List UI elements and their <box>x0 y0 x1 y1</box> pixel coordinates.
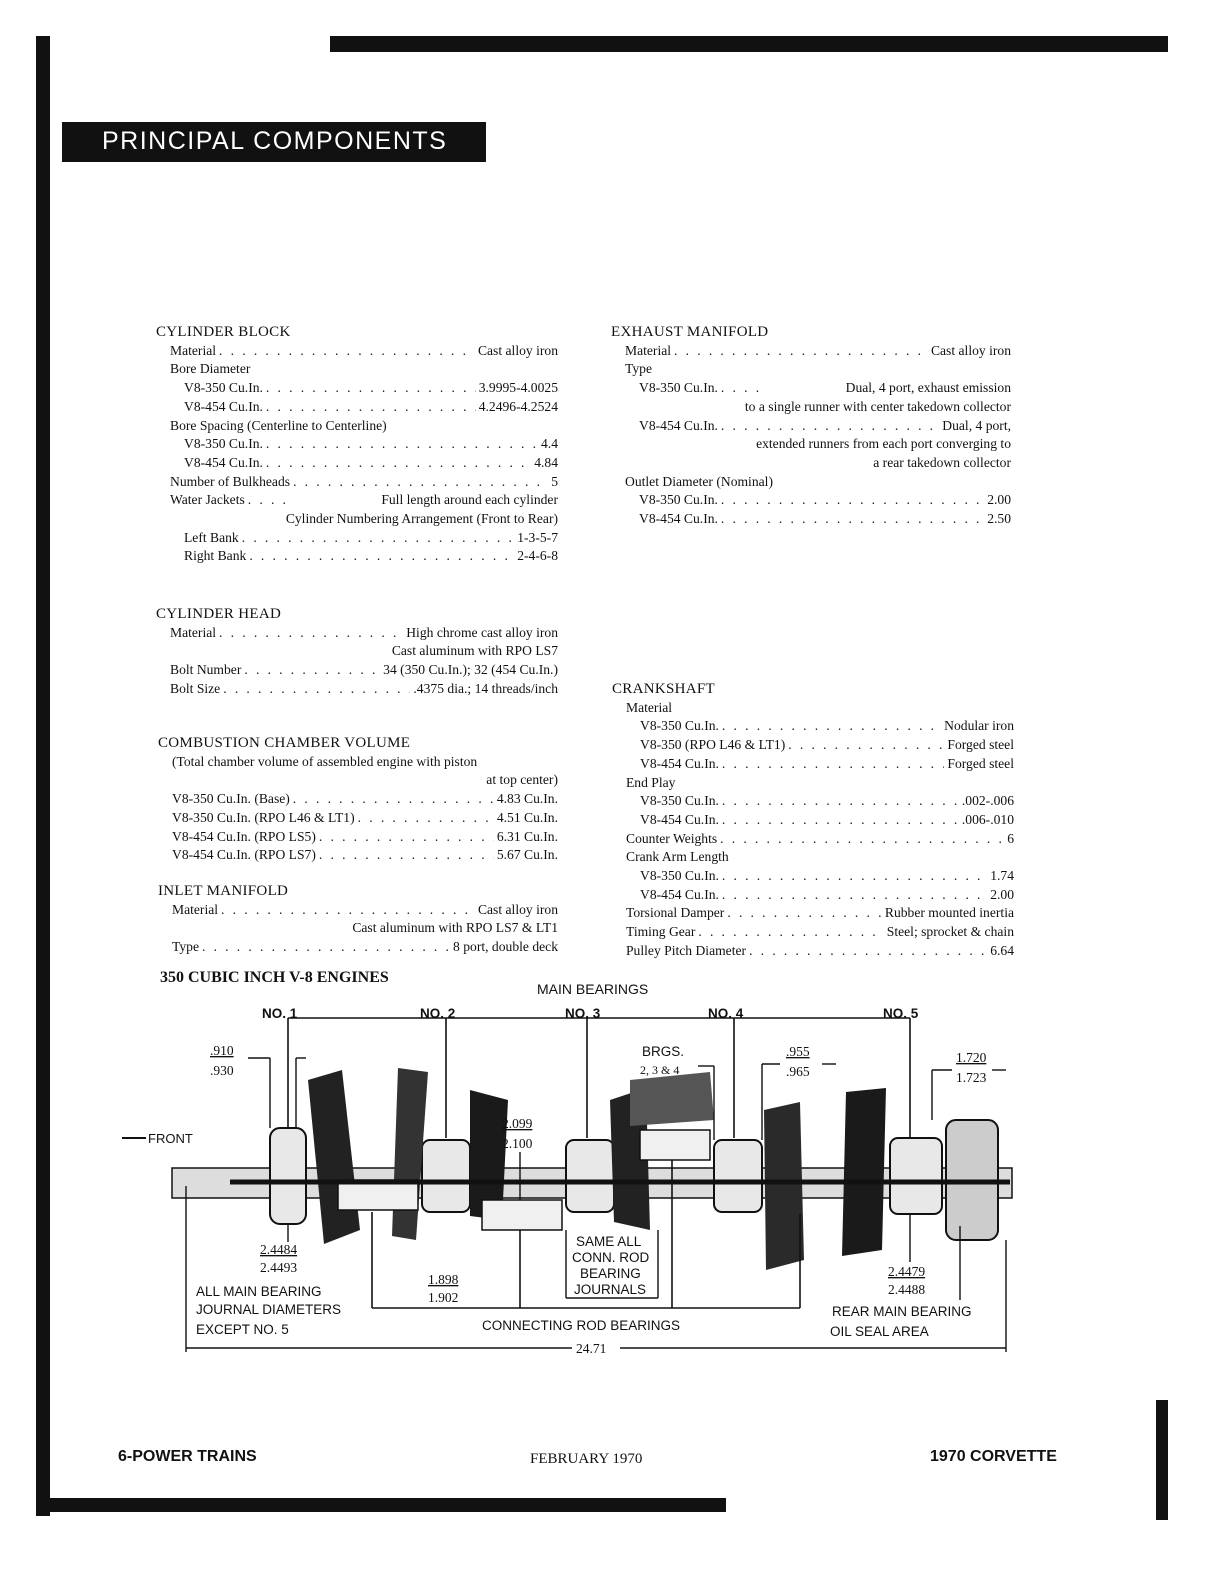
spec-note: (Total chamber volume of assembled engine with piston <box>172 753 478 769</box>
dim-24479: 2.4479 <box>888 1264 926 1279</box>
svg-text:REAR MAIN BEARING: REAR MAIN BEARING <box>832 1304 972 1319</box>
crankshaft-section <box>612 680 1014 961</box>
spec-row: Timing Gear . . . Steel; sprocket & chain <box>612 923 1014 942</box>
right-border-bar <box>1156 1400 1168 1520</box>
spec-heading: Outlet Diameter (Nominal) <box>625 473 773 489</box>
dim-930: .930 <box>210 1063 234 1078</box>
bearing-no5-label: NO. 5 <box>883 1006 919 1021</box>
spec-row: V8-454 Cu.In. . . . 2.00 <box>612 886 1014 905</box>
cylinder-block-section <box>156 323 558 566</box>
spec-row: V8-454 Cu.In. . . . 2.50 <box>611 510 1011 529</box>
footer-section-label: 6-POWER TRAINS <box>118 1448 257 1465</box>
svg-text:ALL MAIN BEARING: ALL MAIN BEARING <box>196 1284 322 1299</box>
spec-heading: Type <box>625 361 652 377</box>
dim-24484: 2.4484 <box>260 1242 298 1257</box>
dim-965: .965 <box>786 1064 810 1079</box>
bearing-no4-label: NO. 4 <box>708 1006 744 1021</box>
section-title: COMBUSTION CHAMBER VOLUME <box>158 735 411 751</box>
crankshaft-diagram <box>110 960 1030 1380</box>
section-title: INLET MANIFOLD <box>158 883 289 899</box>
section-title: CYLINDER BLOCK <box>156 324 291 340</box>
spec-row: Right Bank . . . 2-4-6-8 <box>156 547 558 566</box>
spec-row: V8-350 Cu.In. . . . 3.9995-4.0025 <box>156 379 558 398</box>
connecting-rod-label: CONNECTING ROD BEARINGS <box>482 1318 681 1333</box>
spec-row: Pulley Pitch Diameter . . . 6.64 <box>612 942 1014 961</box>
dim-1723: 1.723 <box>956 1070 987 1085</box>
spec-row: Torsional Damper . . . Rubber mounted inertia <box>612 904 1014 923</box>
svg-text:BEARING: BEARING <box>580 1266 641 1281</box>
top-border-bar <box>330 36 1168 52</box>
spec-row: V8-454 Cu.In. . . . 4.2496-4.2524 <box>156 398 558 417</box>
svg-text:EXCEPT NO. 5: EXCEPT NO. 5 <box>196 1322 289 1337</box>
spec-row: Bolt Number . . . 34 (350 Cu.In.); 32 (454 Cu.In.) <box>156 661 558 680</box>
dim-1720: 1.720 <box>956 1050 987 1065</box>
section-title: EXHAUST MANIFOLD <box>611 324 769 340</box>
exhaust-manifold-section <box>611 323 1011 529</box>
spec-line: extended runners from each port converging to <box>756 436 1011 452</box>
spec-row: Number of Bulkheads . . . 5 <box>156 473 558 492</box>
svg-text:JOURNAL DIAMETERS: JOURNAL DIAMETERS <box>196 1302 342 1317</box>
dim-24488: 2.4488 <box>888 1282 926 1297</box>
spec-row: V8-454 Cu.In. . . . Dual, 4 port, <box>611 417 1011 436</box>
spec-row: V8-454 Cu.In. . . . .006-.010 <box>612 811 1014 830</box>
dim-2100: 2.100 <box>502 1136 533 1151</box>
spec-row: Bolt Size . . . .4375 dia.; 14 threads/inch <box>156 680 558 699</box>
same-all-label <box>572 1234 650 1297</box>
spec-note: at top center) <box>486 772 558 788</box>
spec-heading: Bore Spacing (Centerline to Centerline) <box>170 417 387 433</box>
spec-row: Water Jackets . . . Full length around each cylinder <box>156 491 558 510</box>
bottom-border-bar <box>36 1498 726 1512</box>
spec-row: V8-350 Cu.In. (RPO L46 & LT1) . . . 4.51 Cu.In. <box>158 809 558 828</box>
spec-heading: End Play <box>626 774 676 790</box>
spec-row: Left Bank . . . 1-3-5-7 <box>156 529 558 548</box>
main-bearings-label: MAIN BEARINGS <box>537 981 649 997</box>
spec-row: V8-350 Cu.In. . . . .002-.006 <box>612 792 1014 811</box>
page-title: PRINCIPAL COMPONENTS <box>62 122 486 162</box>
spec-row: V8-350 (RPO L46 & LT1) . . . Forged steel <box>612 736 1014 755</box>
footer-publication: 1970 CORVETTE <box>930 1448 1057 1465</box>
svg-text:CONN. ROD: CONN. ROD <box>572 1250 650 1265</box>
svg-text:JOURNALS: JOURNALS <box>574 1282 647 1297</box>
spec-row: Material . . . High chrome cast alloy iron <box>156 624 558 643</box>
spec-heading: Crank Arm Length <box>626 849 729 865</box>
combustion-chamber-section <box>158 734 558 865</box>
bearing-no3-label: NO. 3 <box>565 1006 601 1021</box>
dim-1898: 1.898 <box>428 1272 459 1287</box>
spec-heading: Material <box>626 699 673 715</box>
spec-row: V8-454 Cu.In. . . . Forged steel <box>612 755 1014 774</box>
bearing-no2-label: NO. 2 <box>420 1006 456 1021</box>
svg-text:SAME ALL: SAME ALL <box>576 1234 642 1249</box>
inlet-manifold-section <box>158 882 558 957</box>
spec-heading: Bore Diameter <box>170 361 251 377</box>
bearing-no1-label: NO. 1 <box>262 1006 298 1021</box>
spec-row: V8-454 Cu.In. (RPO LS7) . . . 5.67 Cu.In. <box>158 846 558 865</box>
rear-main-bearing-label <box>830 1304 972 1339</box>
spec-line: a rear takedown collector <box>873 454 1011 470</box>
brgs-label: BRGS. <box>642 1044 685 1059</box>
spec-row: Counter Weights . . . 6 <box>612 830 1014 849</box>
section-title: CYLINDER HEAD <box>156 606 282 622</box>
spec-heading: Cylinder Numbering Arrangement (Front to Rear) <box>285 511 558 527</box>
spec-row: V8-350 Cu.In. . . . 2.00 <box>611 491 1011 510</box>
diagram-title: 350 CUBIC INCH V-8 ENGINES <box>160 969 389 986</box>
dim-1902: 1.902 <box>428 1290 459 1305</box>
brgs-numbers: 2, 3 & 4 <box>640 1063 680 1077</box>
spec-line: Cast aluminum with RPO LS7 <box>391 643 558 659</box>
dim-2099: 2.099 <box>502 1116 533 1131</box>
spec-row: V8-454 Cu.In. . . . 4.84 <box>156 454 558 473</box>
spec-line: Cast aluminum with RPO LS7 & LT1 <box>352 920 558 936</box>
overall-length-label: 24.71 <box>576 1341 607 1356</box>
dim-955: .955 <box>786 1044 810 1059</box>
section-title: CRANKSHAFT <box>612 681 716 697</box>
svg-text:OIL SEAL AREA: OIL SEAL AREA <box>830 1324 929 1339</box>
dim-910: .910 <box>210 1043 234 1058</box>
spec-row: Material . . . Cast alloy iron <box>156 342 558 361</box>
spec-line: to a single runner with center takedown collector <box>744 398 1011 414</box>
spec-row: V8-350 Cu.In. . . . 1.74 <box>612 867 1014 886</box>
spec-row: V8-350 Cu.In. (Base) . . . 4.83 Cu.In. <box>158 790 558 809</box>
spec-row: V8-350 Cu.In. . . . 4.4 <box>156 435 558 454</box>
front-label: FRONT <box>148 1131 193 1146</box>
footer-date: FEBRUARY 1970 <box>530 1451 643 1467</box>
cylinder-head-section <box>156 605 558 699</box>
dim-leader-910 <box>248 1058 306 1128</box>
spec-row: V8-350 Cu.In. . . . Dual, 4 port, exhaust emission <box>611 379 1011 398</box>
spec-row: V8-454 Cu.In. (RPO LS5) . . . 6.31 Cu.In. <box>158 828 558 847</box>
dim-24493: 2.4493 <box>260 1260 298 1275</box>
all-main-bearing-label <box>196 1284 341 1337</box>
spec-row: V8-350 Cu.In. . . . Nodular iron <box>612 717 1014 736</box>
main-bearing-bracket <box>288 1018 910 1138</box>
spec-row: Material . . . Cast alloy iron <box>611 342 1011 361</box>
spec-row: Type . . . 8 port, double deck <box>158 938 558 957</box>
spec-row: Material . . . Cast alloy iron <box>158 901 558 920</box>
left-border-bar <box>36 36 50 1516</box>
